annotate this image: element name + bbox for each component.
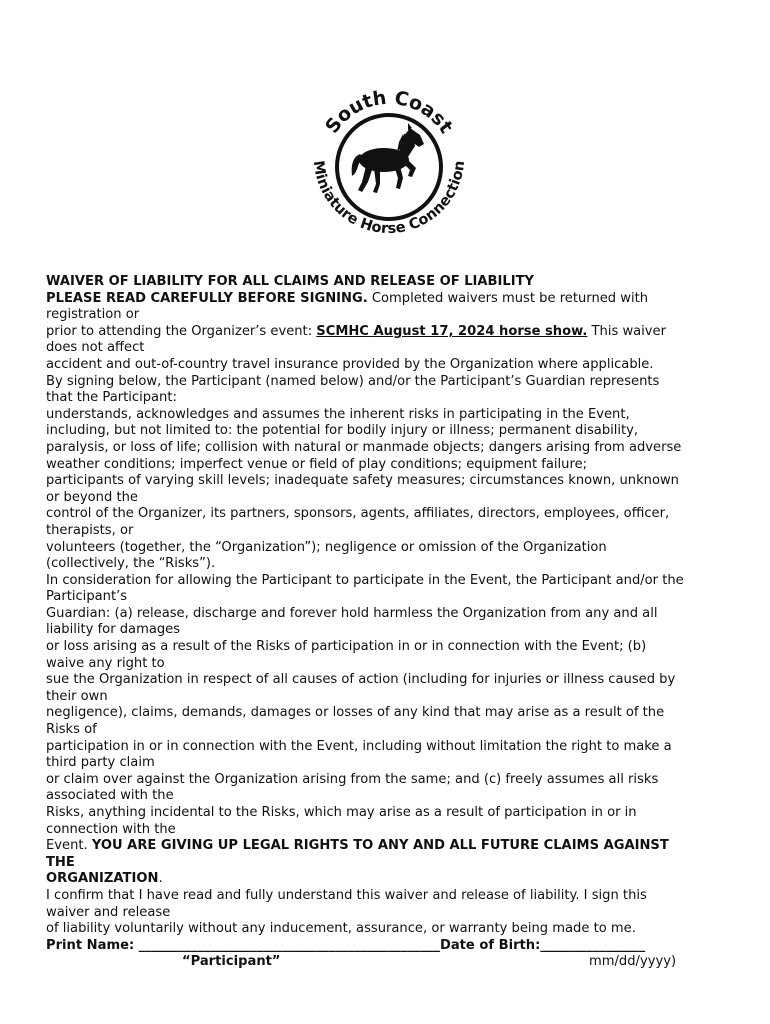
- waiver-line: waiver and release: [46, 904, 171, 920]
- event-line: prior to attending the Organizer’s event: SCMHC August 17, 2024 horse show. This waiver: [46, 323, 666, 339]
- waiver-body: [46, 340, 722, 838]
- waiver-line: Participant’s: [46, 589, 128, 605]
- waiver-line: participation in or in connection with the Event, including without limitation the right to make a: [46, 738, 672, 754]
- waiver-line: In consideration for allowing the Participant to participate in the Event, the Participant and/or the: [46, 572, 684, 588]
- waiver-line: associated with the: [46, 788, 174, 804]
- waiver-title: WAIVER OF LIABILITY FOR ALL CLAIMS AND RELEASE OF LIABILITY: [46, 274, 535, 289]
- waiver-line: participants of varying skill levels; inadequate safety measures; circumstances known, unknown: [46, 473, 679, 489]
- legal-rights-warning: YOU ARE GIVING UP LEGAL RIGHTS TO ANY AND ALL FUTURE CLAIMS AGAINST: [91, 838, 669, 854]
- waiver-line: or beyond the: [46, 489, 138, 505]
- logo-bottom-text: Miniature Horse Connection: [309, 159, 469, 238]
- waiver-line: or loss arising as a result of the Risks of participation in or in connection with the Event; (b): [46, 639, 647, 655]
- warning-line-3: ORGANIZATION.: [46, 871, 163, 887]
- logo-top-text: South Coast: [321, 86, 458, 138]
- signature-line: [46, 938, 722, 955]
- waiver-line: does not affect: [46, 340, 145, 356]
- waiver-line: sue the Organization in respect of all causes of action (including for injuries or illness caused by: [46, 672, 676, 688]
- waiver-line: their own: [46, 688, 108, 704]
- waiver-line: that the Participant:: [46, 390, 177, 406]
- waiver-line: paralysis, or loss of life; collision with natural or manmade objects; dangers arising from adverse: [46, 439, 682, 455]
- confirmation-text: [46, 888, 722, 938]
- waiver-line: accident and out-of-country travel insurance provided by the Organization where applicable.: [46, 356, 654, 372]
- warning-line: Event. YOU ARE GIVING UP LEGAL RIGHTS TO ANY AND ALL FUTURE CLAIMS AGAINST: [46, 838, 669, 854]
- participant-label: “Participant”: [182, 954, 281, 970]
- waiver-line: including, but not limited to: the potential for bodily injury or illness; permanent disability,: [46, 423, 639, 439]
- waiver-intro-line: PLEASE READ CAREFULLY BEFORE SIGNING. Completed waivers must be returned with: [46, 290, 649, 306]
- waiver-line: By signing below, the Participant (named below) and/or the Participant’s Guardian represents: [46, 373, 660, 389]
- waiver-line: registration or: [46, 307, 140, 323]
- event-name: August 17, 2024 horse show.: [373, 323, 588, 339]
- date-format-hint: mm/dd/yyyy): [589, 954, 677, 970]
- print-name-field[interactable]: ______________________________________________: [138, 937, 440, 953]
- waiver-line: control of the Organizer, its partners, sponsors, agents, affiliates, directors, employees, officer,: [46, 506, 670, 522]
- waiver-line: Risks, anything incidental to the Risks, which may arise as a result of participation in or in: [46, 805, 637, 820]
- waiver-line: (collectively, the “Risks”).: [46, 556, 216, 572]
- waiver-line: Risks of: [46, 722, 97, 738]
- waiver-line: Guardian: (a) release, discharge and forever hold harmless the Organization from any and all: [46, 605, 658, 621]
- waiver-line: waive any right to: [46, 655, 165, 671]
- please-read-notice: PLEASE READ CAREFULLY BEFORE SIGNING.: [46, 290, 368, 306]
- waiver-line: weather conditions; imperfect venue or field of play conditions; equipment failure;: [46, 456, 588, 472]
- waiver-line: therapists, or: [46, 522, 134, 538]
- horse-icon: [352, 123, 424, 193]
- waiver-line: I confirm that I have read and fully understand this waiver and release of liability. I sign this: [46, 887, 647, 903]
- date-of-birth-label: Date of Birth:: [439, 937, 541, 953]
- waiver-line: or claim over against the Organization arising from the same; and (c) freely assumes all risks: [46, 771, 659, 787]
- waiver-document: [46, 274, 722, 971]
- organization-logo: [300, 78, 478, 256]
- signature-sublabels: [46, 954, 722, 971]
- waiver-line: liability for damages: [46, 622, 181, 638]
- svg-text:South Coast: [321, 87, 457, 138]
- waiver-line: connection with the: [46, 821, 176, 837]
- date-of-birth-field[interactable]: ________________: [540, 937, 646, 953]
- event-code: SCMHC: [316, 323, 374, 339]
- print-name-label: Print Name:: [46, 937, 139, 953]
- warning-line-2: THE: [46, 854, 75, 870]
- waiver-line: of liability voluntarily without any inducement, assurance, or warranty being made to me.: [46, 921, 636, 937]
- waiver-line: negligence), claims, demands, damages or losses of any kind that may arise as a result of the: [46, 705, 665, 721]
- waiver-line: understands, acknowledges and assumes the inherent risks in participating in the Event,: [46, 406, 630, 422]
- waiver-line: third party claim: [46, 755, 155, 771]
- waiver-line: volunteers (together, the “Organization”); negligence or omission of the Organization: [46, 539, 607, 555]
